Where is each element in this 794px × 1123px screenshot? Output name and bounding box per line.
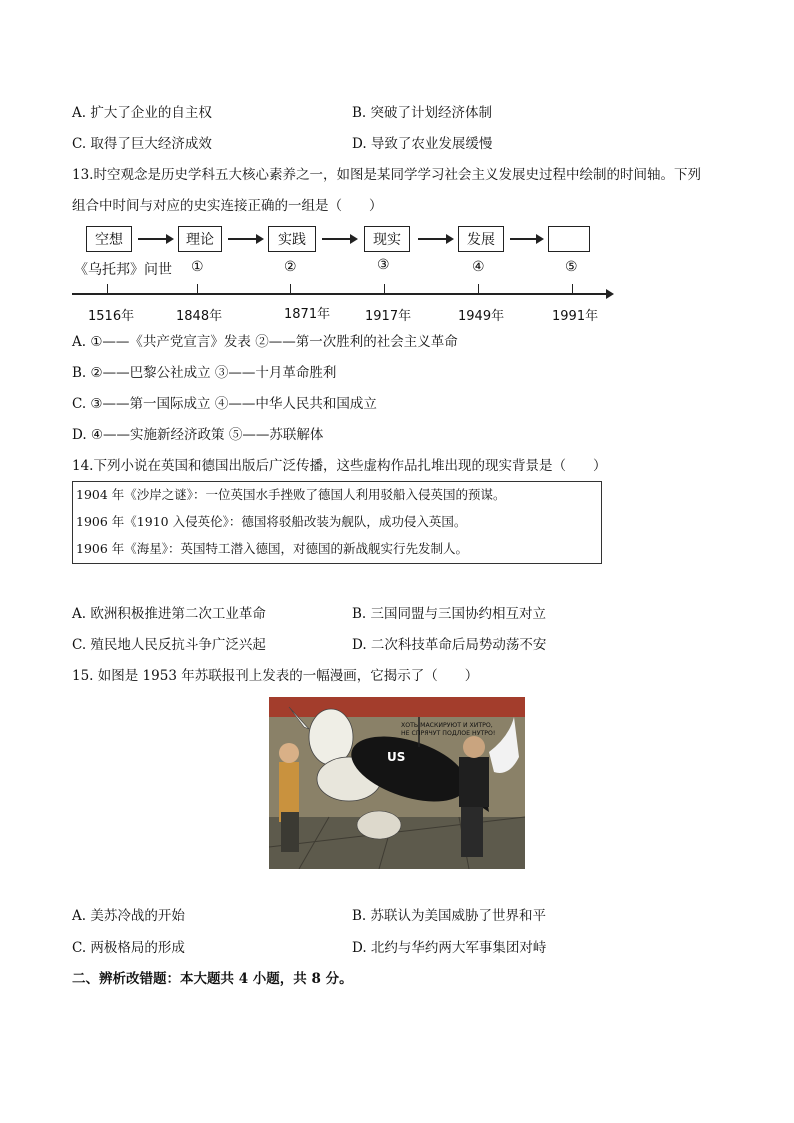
q14-novel-1: 1904 年《沙岸之谜》：一位英国水手挫败了德国人利用驳船入侵英国的预谋。 [76,487,506,502]
timeline-stage-6-blank [548,226,590,252]
poster-caption-line2: НЕ СПРЯЧУТ ПОДЛОЕ НУТРО! [401,730,496,737]
timeline-marker-5: ⑤ [565,259,578,275]
timeline-year-1917: 1917年 [365,309,412,324]
q12-option-d: D. 导致了农业发展缓慢 [352,136,493,152]
q15-option-d: D. 北约与华约两大军事集团对峙 [352,940,547,956]
timeline-year-1991: 1991年 [552,309,599,324]
timeline-year-1949: 1949年 [458,309,505,324]
poster-caption-line1: ХОТЬ МАСКИРУЮТ И ХИТРО, [401,722,493,729]
timeline-stage-5: 发展 [458,226,504,252]
q13-option-d: D. ④——实施新经济政策 ⑤——苏联解体 [72,427,324,443]
timeline-stage-2: 理论 [178,226,222,252]
q14-option-a: A. 欧洲积极推进第二次工业革命 [72,606,266,622]
timeline-arrow-1 [138,238,172,240]
timeline-year-1516: 1516年 [88,309,135,324]
q15-option-b: B. 苏联认为美国威胁了世界和平 [352,908,547,924]
timeline-arrow-2 [228,238,262,240]
timeline-year-1848: 1848年 [176,309,223,324]
q14-option-b: B. 三国同盟与三国协约相互对立 [352,606,547,622]
timeline-arrow-5 [510,238,542,240]
timeline-stage-1: 空想 [86,226,132,252]
q13-stem-line2: 组合中时间与对应的史实连接正确的一组是（ ） [72,198,383,214]
cartoon-poster [269,697,525,869]
timeline-year-1871: 1871年 [284,307,331,322]
timeline-marker-3: ③ [377,257,390,273]
timeline-stage-4: 现实 [364,226,410,252]
q13-option-a: A. ①——《共产党宣言》发表 ②——第一次胜利的社会主义革命 [72,334,458,350]
q14-novel-3: 1906 年《海星》：英国特工潜入德国，对德国的新战舰实行先发制人。 [76,541,469,556]
q12-option-b: B. 突破了计划经济体制 [352,105,493,121]
q14-option-c: C. 殖民地人民反抗斗争广泛兴起 [72,637,266,653]
timeline-arrow-3 [322,238,356,240]
timeline-marker-2: ② [284,259,297,275]
q13-option-c: C. ③——第一国际成立 ④——中华人民共和国成立 [72,396,377,412]
q14-option-d: D. 二次科技革命后局势动荡不安 [352,637,547,653]
q12-option-a: A. 扩大了企业的自主权 [72,105,212,121]
q15-option-c: C. 两极格局的形成 [72,940,185,956]
poster-bomb-label: US [387,750,406,764]
timeline-arrow-4 [418,238,452,240]
q13-option-b: B. ②——巴黎公社成立 ③——十月革命胜利 [72,365,337,381]
timeline-stage-3: 实践 [268,226,316,252]
timeline-marker-4: ④ [472,259,485,275]
q14-novel-2: 1906 年《1910 入侵英伦》：德国将驳船改装为舰队，成功侵入英国。 [76,514,467,529]
section-2-heading: 二、辨析改错题：本大题共 4 小题，共 8 分。 [72,971,353,987]
timeline-axis [72,293,612,295]
q12-option-c: C. 取得了巨大经济成效 [72,136,212,152]
timeline-marker-utopia: 《乌托邦》问世 [74,262,172,278]
q14-stem: 14.下列小说在英国和德国出版后广泛传播，这些虚构作品扎堆出现的现实背景是（ ） [72,458,607,474]
q14-novels-box [72,481,602,564]
q15-stem: 15. 如图是 1953 年苏联报刊上发表的一幅漫画，它揭示了（ ） [72,668,479,684]
q13-stem-line1: 13.时空观念是历史学科五大核心素养之一，如图是某同学学习社会主义发展史过程中绘制的时间轴。下列 [72,167,701,183]
q15-option-a: A. 美苏冷战的开始 [72,908,185,924]
timeline-marker-1: ① [191,259,204,275]
